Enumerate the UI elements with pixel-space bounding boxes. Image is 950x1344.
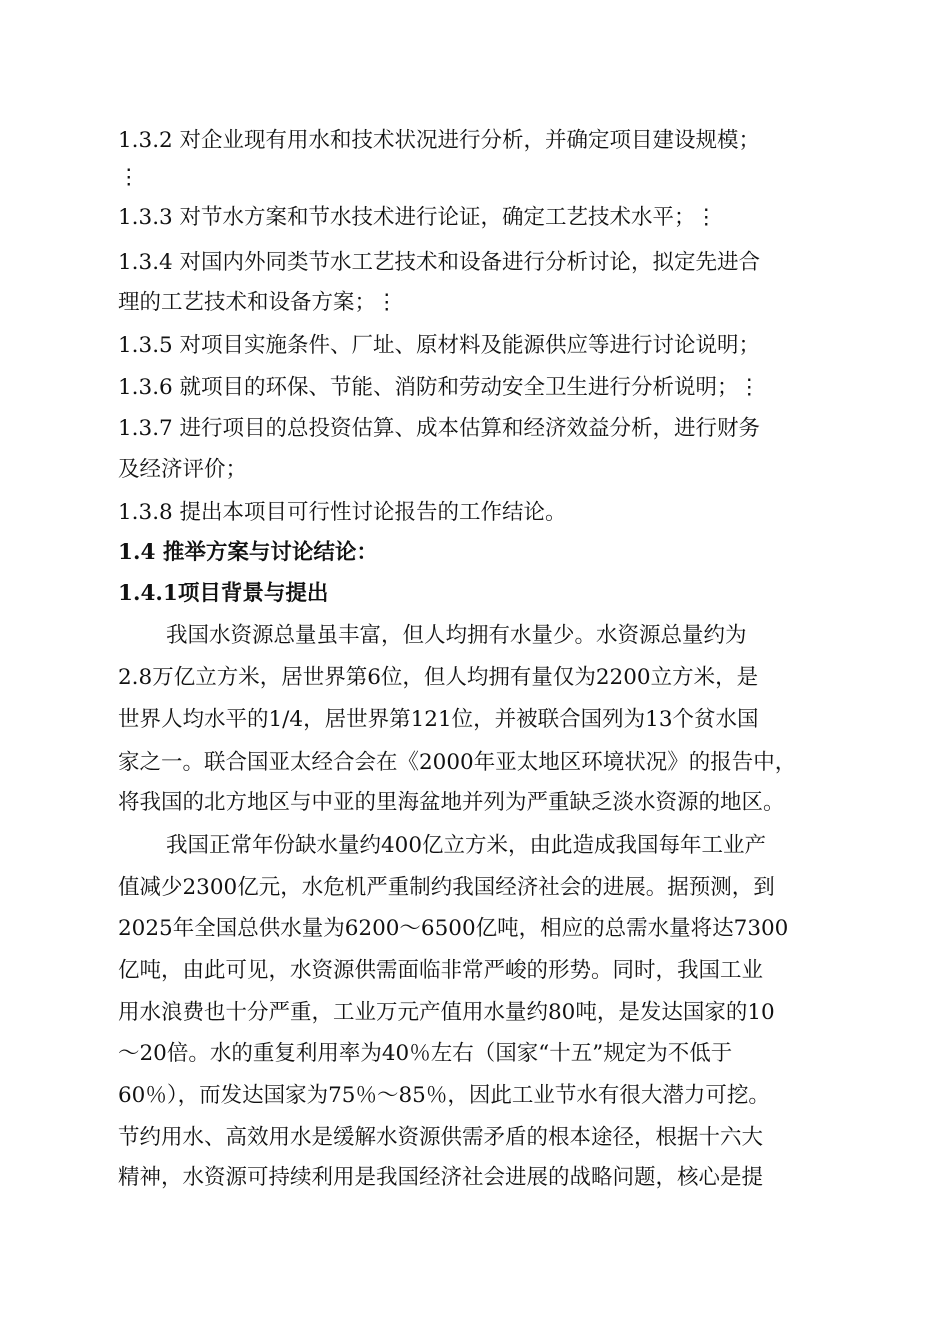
text-line-1-3-4: 1.3.4 对国内外同类节水工艺技术和设备进行分析讨论，拟定先进合 (118, 250, 761, 275)
text-line-1-3-7: 1.3.7 进行项目的总投资估算、成本估算和经济效益分析，进行财务 (118, 416, 761, 441)
paragraph-2-line-7: 60％），而发达国家为75％～85％，因此工业节水有很大潜力可挖。 (118, 1083, 770, 1108)
paragraph-2-line-9: 精神，水资源可持续利用是我国经济社会进展的战略问题，核心是提 (118, 1165, 764, 1190)
text-line-1-3-7-cont: 及经济评价； (118, 457, 248, 482)
text-line-1-3-2: 1.3.2 对企业现有用水和技术状况进行分析，并确定项目建设规模； (118, 128, 761, 153)
paragraph-2-line-8: 节约用水、高效用水是缓解水资源供需矛盾的根本途径，根据十六大 (118, 1125, 764, 1150)
paragraph-1-line-1: 我国水资源总量虽丰富，但人均拥有水量少。水资源总量约为 (166, 623, 747, 648)
paragraph-2-line-1: 我国正常年份缺水量约400亿立方米，由此造成我国每年工业产 (166, 833, 767, 858)
text-line-1-3-5: 1.3.5 对项目实施条件、厂址、原材料及能源供应等进行讨论说明； (118, 333, 761, 358)
paragraph-1-line-5: 将我国的北方地区与中亚的里海盆地并列为严重缺乏淡水资源的地区。 (118, 790, 785, 815)
paragraph-2-line-5: 用水浪费也十分严重，工业万元产值用水量约80吨，是发达国家的10 (118, 1000, 775, 1025)
text-line-1-3-4-cont: 理的工艺技术和设备方案；⋮ (118, 290, 398, 315)
paragraph-2-line-2: 值减少2300亿元，水危机严重制约我国经济社会的进展。据预测，到 (118, 875, 775, 900)
text-line-1-3-8: 1.3.8 提出本项目可行性讨论报告的工作结论。 (118, 500, 567, 525)
section-heading-1-4: 1.4 推举方案与讨论结论： (118, 540, 378, 565)
paragraph-1-line-4: 家之一。联合国亚太经合会在《2000年亚太地区环境状况》的报告中， (118, 750, 797, 775)
ellipsis-line: ⋮ (118, 165, 140, 190)
paragraph-2-line-6: ～20倍。水的重复利用率为40％左右（国家“十五”规定为不低于 (118, 1041, 733, 1066)
text-line-1-3-6: 1.3.6 就项目的环保、节能、消防和劳动安全卫生进行分析说明；⋮ (118, 375, 761, 400)
paragraph-2-line-4: 亿吨，由此可见，水资源供需面临非常严峻的形势。同时，我国工业 (118, 958, 764, 983)
paragraph-1-line-3: 世界人均水平的1/4，居世界第121位，并被联合国列为13个贫水国 (118, 707, 759, 732)
subsection-heading-1-4-1: 1.4.1项目背景与提出 (118, 581, 329, 606)
text-line-1-3-3: 1.3.3 对节水方案和节水技术进行论证，确定工艺技术水平；⋮ (118, 205, 718, 230)
paragraph-2-line-3: 2025年全国总供水量为6200～6500亿吨，相应的总需水量将达7300 (118, 916, 789, 941)
paragraph-1-line-2: 2.8万亿立方米，居世界第6位，但人均拥有量仅为2200立方米，是 (118, 665, 759, 690)
